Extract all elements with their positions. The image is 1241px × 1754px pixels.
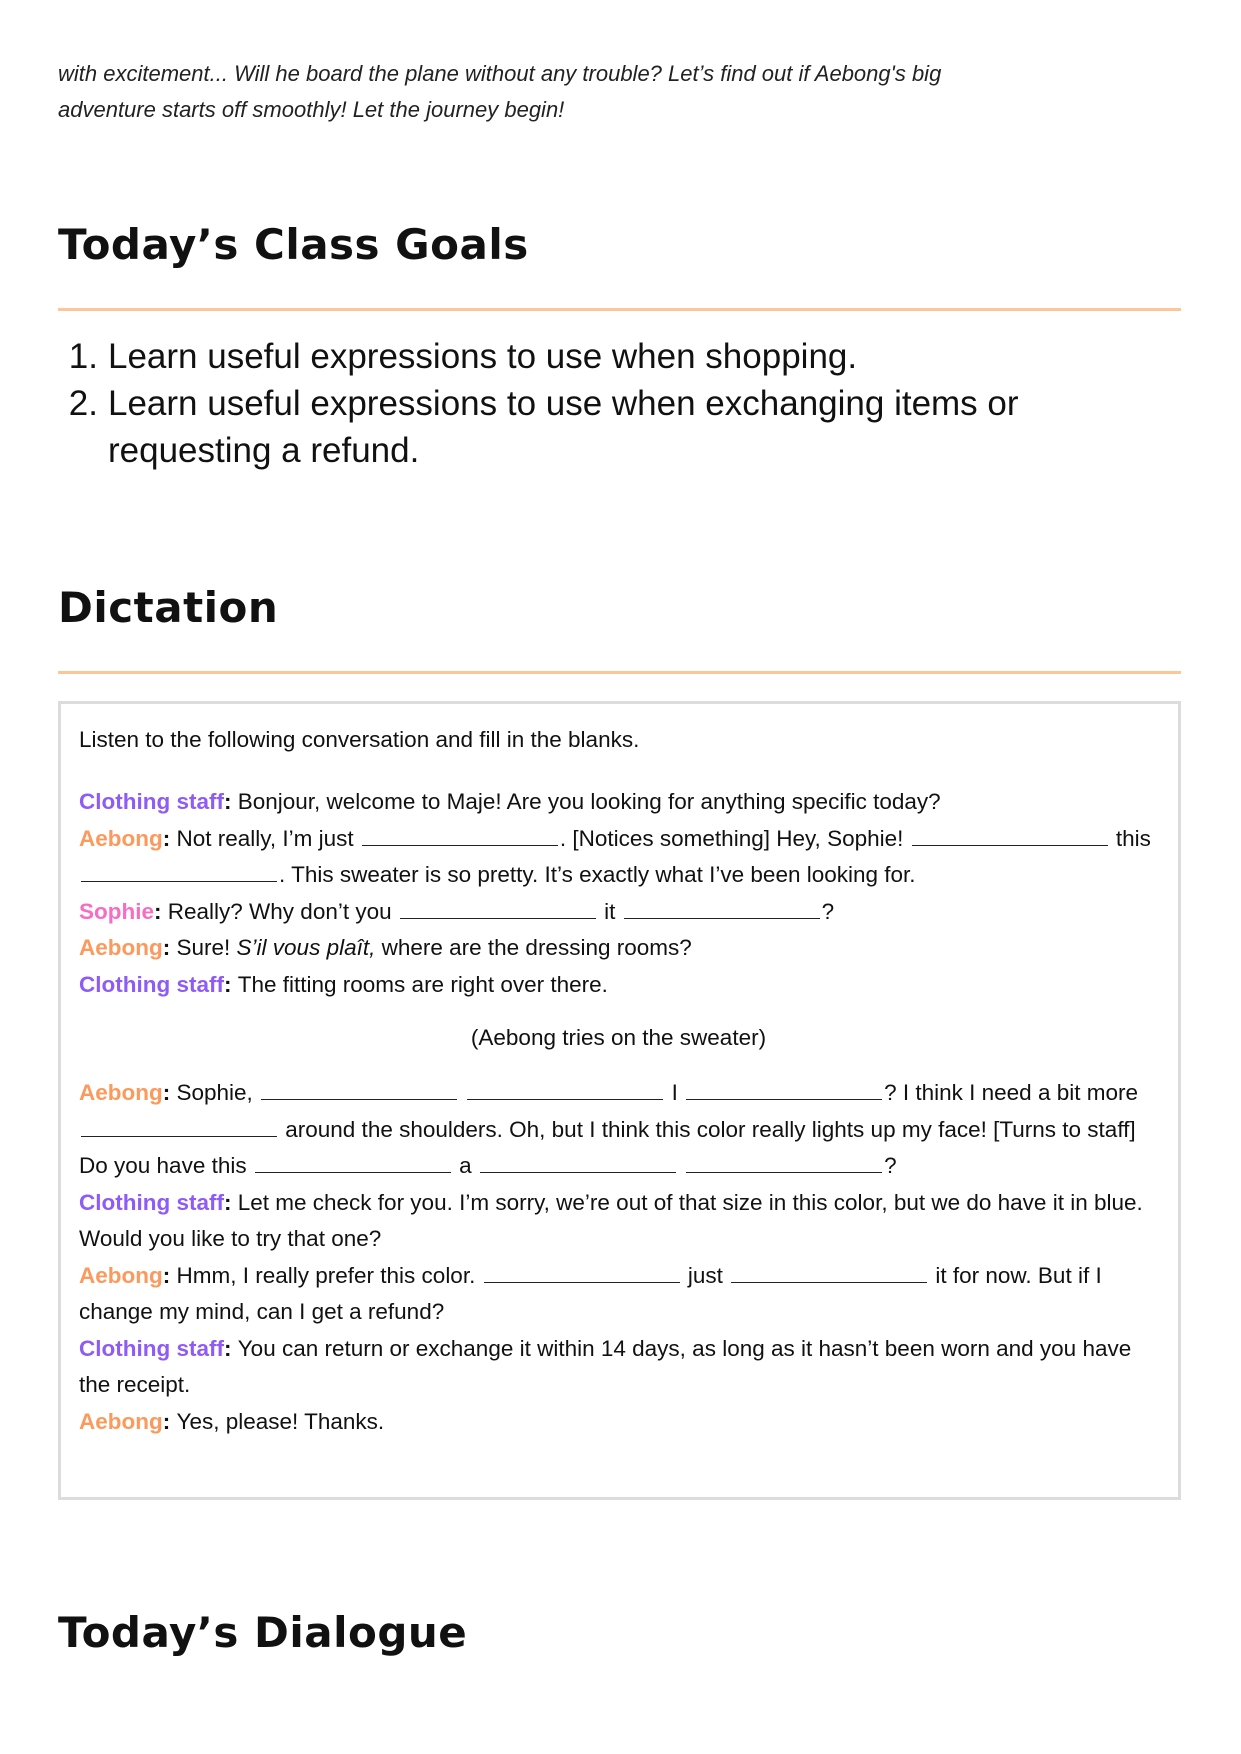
- dialogue-line: [79, 1331, 1158, 1404]
- goal-text: Learn useful expressions to use when shopping.: [108, 337, 858, 376]
- dialogue-line: [79, 894, 1158, 931]
- line-text: just: [681, 1262, 730, 1288]
- line-text: it for now. But if I change my mind, can I get a refund?: [79, 1262, 1102, 1324]
- dialogue-line: [79, 1258, 1158, 1331]
- line-text: ?: [884, 1153, 897, 1178]
- speaker-name: Clothing staff:: [79, 1335, 238, 1361]
- fill-in-blank[interactable]: [480, 1152, 676, 1173]
- line-text: it: [597, 898, 622, 924]
- line-text: Really? Why don’t you: [167, 898, 398, 924]
- conversation-part-2: [79, 1075, 1158, 1440]
- speaker-label: Sophie: [79, 898, 155, 924]
- conversation-part-1: [79, 784, 1158, 1003]
- dialogue-line: [79, 784, 1158, 821]
- fill-in-blank[interactable]: [400, 898, 596, 919]
- fill-in-blank[interactable]: [81, 1116, 277, 1137]
- fill-in-blank[interactable]: [362, 825, 558, 846]
- goal-number: 2.: [68, 384, 98, 423]
- dialogue-line: [79, 930, 1158, 967]
- fill-in-blank[interactable]: [484, 1262, 680, 1283]
- line-text: [678, 1153, 684, 1178]
- line-text: Bonjour, welcome to Maje! Are you looking for anything specific today?: [237, 789, 941, 814]
- italic-text: S’il vous plaît,: [236, 935, 376, 960]
- speaker-name: Sophie:: [79, 898, 168, 924]
- speaker-name: Aebong:: [79, 1080, 177, 1105]
- intro-text: [58, 56, 1158, 128]
- dictation-heading: Dictation: [58, 583, 279, 632]
- speaker-name: Aebong:: [79, 935, 177, 960]
- fill-in-blank[interactable]: [686, 1152, 882, 1173]
- speaker-label: Aebong: [79, 935, 163, 960]
- speaker-name: Aebong:: [79, 1408, 177, 1434]
- line-text: around the shoulders. Oh, but I think this color really lights up my face! [Turns to staff] Do you have this: [79, 1116, 1136, 1178]
- line-text: where are the dressing rooms?: [375, 935, 692, 960]
- dialogue-heading: Today’s Dialogue: [58, 1608, 468, 1657]
- line-text: I: [665, 1080, 685, 1105]
- speaker-label: Clothing staff: [79, 1189, 224, 1215]
- class-goals-heading: Today’s Class Goals: [58, 220, 529, 269]
- dialogue-line: [79, 1075, 1158, 1185]
- line-text: this: [1109, 825, 1151, 851]
- dialogue-line: [79, 967, 1158, 1004]
- line-text: Let me check for you. I’m sorry, we’re out of that size in this color, but we do have it in blue. Would you like to try that one?: [79, 1189, 1143, 1251]
- speaker-label: Clothing staff: [79, 789, 224, 814]
- line-text: . [Notices something] Hey, Sophie!: [559, 825, 910, 851]
- stage-direction: (Aebong tries on the sweater): [470, 1025, 767, 1050]
- speaker-name: Clothing staff:: [79, 789, 238, 814]
- goal-number: 1.: [68, 337, 98, 376]
- goal-item: [58, 333, 1168, 380]
- line-text: Yes, please! Thanks.: [176, 1408, 385, 1434]
- line-text: [459, 1080, 465, 1105]
- dialogue-line: [79, 1404, 1158, 1441]
- dialogue-line: [79, 821, 1158, 894]
- intro-line: with excitement... Will he board the plane without any trouble? Let’s find out if Aebong's big: [58, 61, 942, 86]
- line-text: Sure!: [176, 935, 237, 960]
- speaker-label: Clothing staff: [79, 1335, 224, 1361]
- speaker-label: Aebong: [79, 1080, 163, 1105]
- goal-text: Learn useful expressions to use when exchanging items or requesting a refund.: [108, 384, 1019, 470]
- speaker-label: Aebong: [79, 825, 163, 851]
- fill-in-blank[interactable]: [467, 1079, 663, 1100]
- line-text: Sophie,: [176, 1080, 260, 1105]
- line-text: You can return or exchange it within 14 days, as long as it hasn’t been worn and you have the receipt.: [79, 1335, 1132, 1397]
- speaker-name: Clothing staff:: [79, 971, 238, 997]
- speaker-name: Aebong:: [79, 1262, 177, 1288]
- speaker-name: Clothing staff:: [79, 1189, 238, 1215]
- speaker-label: Clothing staff: [79, 971, 224, 997]
- dialogue-line: [79, 1185, 1158, 1258]
- line-text: ? I think I need a bit more: [884, 1080, 1138, 1105]
- goal-item: [58, 380, 1168, 474]
- divider: [58, 308, 1181, 311]
- line-text: a: [452, 1153, 478, 1178]
- fill-in-blank[interactable]: [912, 825, 1108, 846]
- speaker-label: Aebong: [79, 1262, 163, 1288]
- line-text: Not really, I’m just: [176, 825, 360, 851]
- divider: [58, 671, 1181, 674]
- fill-in-blank[interactable]: [686, 1079, 882, 1100]
- fill-in-blank[interactable]: [81, 861, 277, 882]
- fill-in-blank[interactable]: [255, 1152, 451, 1173]
- line-text: ?: [821, 898, 835, 924]
- intro-line: adventure starts off smoothly! Let the journey begin!: [58, 97, 565, 122]
- fill-in-blank[interactable]: [261, 1079, 457, 1100]
- line-text: Hmm, I really prefer this color.: [176, 1262, 482, 1288]
- speaker-label: Aebong: [79, 1408, 163, 1434]
- goals-list: [58, 333, 1168, 474]
- dictation-box: [58, 701, 1181, 1500]
- dictation-instruction: Listen to the following conversation and fill in the blanks.: [79, 727, 640, 752]
- line-text: . This sweater is so pretty. It’s exactly what I’ve been looking for.: [279, 862, 916, 887]
- fill-in-blank[interactable]: [624, 898, 820, 919]
- speaker-name: Aebong:: [79, 825, 177, 851]
- line-text: The fitting rooms are right over there.: [237, 971, 608, 997]
- fill-in-blank[interactable]: [731, 1262, 927, 1283]
